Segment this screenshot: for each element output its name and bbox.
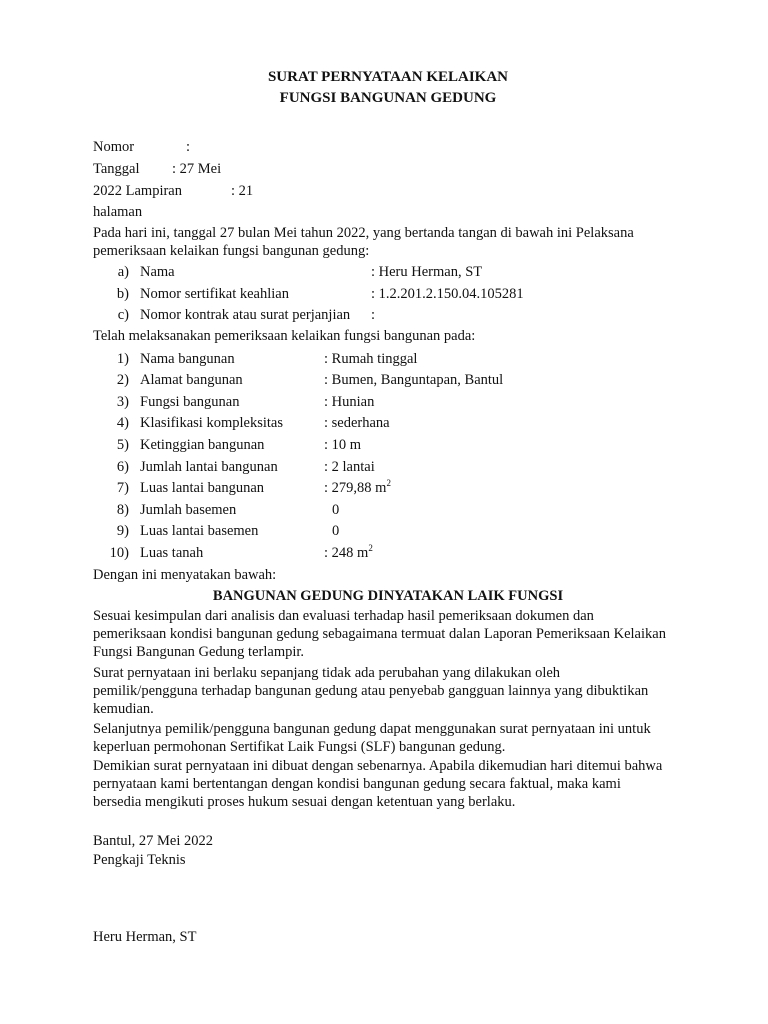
list-value: : 10 m <box>324 437 362 453</box>
paragraph-validity: Surat pernyataan ini berlaku sepanjang tidak ada perubahan yang dilakukan oleh pemilik/pengguna terhadap bangunan gedung atau penyebab gangguan lainnya yang dibuktikan kemudian. <box>93 665 649 717</box>
document-title-line2: FUNGSI BANGUNAN GEDUNG <box>279 90 497 106</box>
lampiran-value: : 21 <box>231 183 254 199</box>
list-value: 0 <box>332 523 340 539</box>
list-value: : 2 lantai <box>324 459 375 475</box>
tanggal-label: Tanggal <box>93 161 140 177</box>
list-label: Nama <box>140 264 175 280</box>
signer-name: Heru Herman, ST <box>93 929 197 945</box>
list-marker: 9) <box>116 523 129 539</box>
document-title-line1: SURAT PERNYATAAN KELAIKAN <box>267 69 509 85</box>
place-date: Bantul, 27 Mei 2022 <box>93 833 214 849</box>
list-value: : 279,88 $m^2$ <box>324 478 391 496</box>
signer-role: Pengkaji Teknis <box>93 852 186 868</box>
halaman-text: halaman <box>93 204 143 220</box>
lampiran-label: 2022 Lampiran <box>93 183 182 199</box>
paragraph-usage: Selanjutnya pemilik/pengguna bangunan gedung dapat menggunakan surat pernyataan ini untuk keperluan permohonan Sertifikat Laik Fungsi (SLF) bangunan gedung. <box>93 721 651 755</box>
list-marker: 4) <box>116 415 129 431</box>
list-label: Luas lantai basemen <box>140 523 259 539</box>
list-label: Luas lantai bangunan <box>140 480 265 496</box>
list-marker: 3) <box>116 394 129 410</box>
list-marker: a) <box>117 264 129 280</box>
list-label: Jumlah basemen <box>140 502 237 518</box>
list-value: 0 <box>332 502 340 518</box>
list-label: Nomor kontrak atau surat perjanjian <box>140 307 351 323</box>
nomor-label: Nomor <box>93 139 135 155</box>
list-marker: 8) <box>116 502 129 518</box>
statement-intro: Dengan ini menyatakan bawah: <box>93 567 277 583</box>
list-marker: 5) <box>116 437 129 453</box>
intro-paragraph: Pada hari ini, tanggal 27 bulan Mei tahun 2022, yang bertanda tangan di bawah ini Pelaksana pemeriksaan kelaikan fungsi bangunan gedung: <box>93 225 634 259</box>
list-value: : Hunian <box>324 394 375 410</box>
list-marker: 10) <box>109 545 129 561</box>
list-value: : <box>371 307 376 323</box>
list-value: : 1.2.201.2.150.04.105281 <box>371 286 524 302</box>
verdict-heading: BANGUNAN GEDUNG DINYATAKAN LAIK FUNGSI <box>212 588 564 604</box>
paragraph-conclusion: Sesuai kesimpulan dari analisis dan evaluasi terhadap hasil pemeriksaan dokumen dan pemeriksaan kondisi bangunan gedung sebagaimana termuat dalan Laporan Pemeriksaan Kelaikan Fungsi Bangunan Gedung terlampir. <box>93 608 666 660</box>
list-marker: 1) <box>116 351 129 367</box>
list-value: : Heru Herman, ST <box>371 264 483 280</box>
list-value: : Bumen, Banguntapan, Bantul <box>324 372 504 388</box>
list-label: Nama bangunan <box>140 351 235 367</box>
list-value: : Rumah tinggal <box>324 351 418 367</box>
list-label: Alamat bangunan <box>140 372 243 388</box>
list-label: Klasifikasi kompleksitas <box>140 415 283 431</box>
list-label: Ketinggian bangunan <box>140 437 265 453</box>
list-label: Luas tanah <box>140 545 204 561</box>
list-value: : sederhana <box>324 415 390 431</box>
list-marker: c) <box>117 307 129 323</box>
nomor-value: : <box>186 139 191 155</box>
list-marker: 6) <box>116 459 129 475</box>
list-marker: 2) <box>116 372 129 388</box>
list-label: Fungsi bangunan <box>140 394 240 410</box>
list-marker: b) <box>116 286 129 302</box>
paragraph-closing: Demikian surat pernyataan ini dibuat dengan sebenarnya. Apabila dikemudian hari ditemui bahwa pernyataan kami bertentangan dengan kondisi bangunan gedung secara faktual, maka kami bersedia mengikuti proses hukum sesuai dengan ketentuan yang berlaku. <box>93 758 663 810</box>
tanggal-value: : 27 Mei <box>172 161 222 177</box>
list-marker: 7) <box>116 480 129 496</box>
list-label: Jumlah lantai bangunan <box>140 459 278 475</box>
list-value: : 248 $m^2$ <box>324 543 373 561</box>
exam-intro: Telah melaksanakan pemeriksaan kelaikan fungsi bangunan pada: <box>93 328 476 344</box>
list-label: Nomor sertifikat keahlian <box>140 286 289 302</box>
